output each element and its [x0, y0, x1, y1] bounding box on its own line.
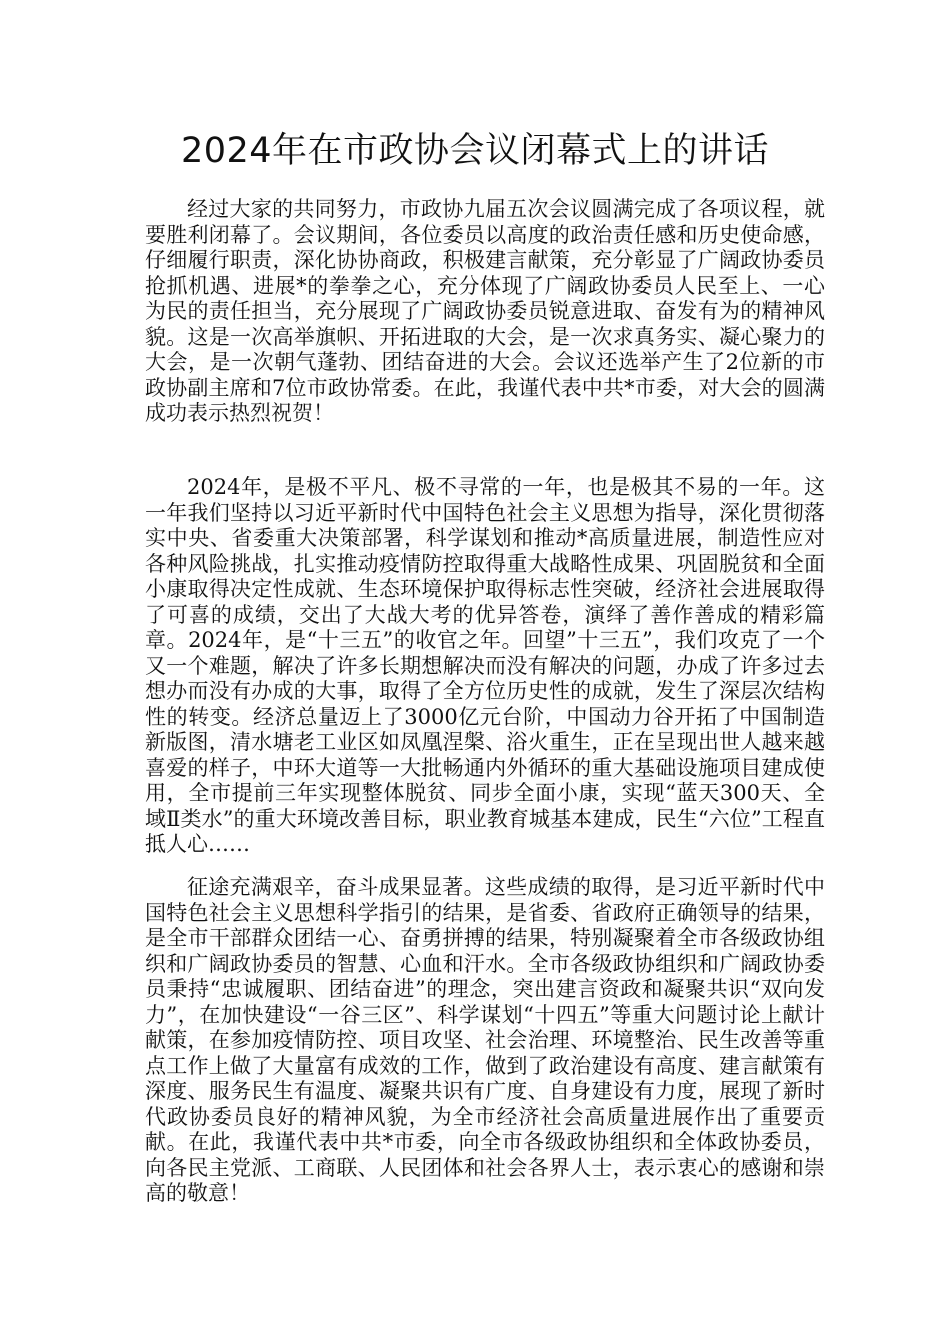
document-title: 2024年在市政协会议闭幕式上的讲话 [180, 131, 770, 171]
paragraph-2: 2024年，是极不平凡、极不寻常的一年，也是极其不易的一年。这一年我们坚持以习近平新时代中国特色社会主义思想为指导，深化贯彻落实中央、省委重大决策部署，科学谋划和推动*高质量进展，制造性应对各种风险挑战，扎实推动疫情防控取得重大战略性成果、巩固脱贫和全面小康取得决定性成就、生态环境保护取得标志性突破，经济社会进展取得了可喜的成绩，交出了大战大考的优异答卷，演绎了善作善成的精彩篇章。2024年，是“十三五”的收官之年。回望”十三五”，我们攻克了一个又一个难题，解决了许多长期想解决而没有解决的问题，办成了许多过去想办而没有办成的大事，取得了全方位历史性的成就，发生了深层次结构性的转变。经济总量迈上了3000亿元台阶，中国动力谷开拓了中国制造新版图，清水塘老工业区如凤凰涅槃、浴火重生，正在呈现出世人越来越喜爱的样子，中环大道等一大批畅通内外循环的重大基础设施项目建成使用，全市提前三年实现整体脱贫、同步全面小康，实现“蓝天300天、全域Ⅱ类水”的重大环境改善目标，职业教育城基本建成，民生“六位”工程直抵人心…… [145, 475, 825, 856]
paragraph-3: 征途充满艰辛，奋斗成果显著。这些成绩的取得，是习近平新时代中国特色社会主义思想科学指引的结果，是省委、省政府正确领导的结果，是全市干部群众团结一心、奋勇拼搏的结果，特别凝聚着全市各级政协组织和广阔政协委员的智慧、心血和汗水。全市各级政协组织和广阔政协委员秉持“忠诚履职、团结奋进”的理念，突出建言资政和凝聚共识“双向发力”，在加快建设“一谷三区”、科学谋划“十四五”等重大问题讨论上献计献策，在参加疫情防控、项目攻坚、社会治理、环境整治、民生改善等重点工作上做了大量富有成效的工作，做到了政治建设有高度、建言献策有深度、服务民生有温度、凝聚共识有广度、自身建设有力度，展现了新时代政协委员良好的精神风貌，为全市经济社会高质量进展作出了重要贡献。在此，我谨代表中共*市委，向全市各级政协组织和全体政协委员，向各民主党派、工商联、人民团体和社会各界人士，表示衷心的感谢和崇高的敬意！ [145, 875, 825, 1205]
paragraph-1: 经过大家的共同努力，市政协九届五次会议圆满完成了各项议程，就要胜利闭幕了。会议期间，各位委员以高度的政治责任感和历史使命感，仔细履行职责，深化协协商政，积极建言献策，充分彰显了广阔政协委员抢抓机遇、进展*的拳拳之心，充分体现了广阔政协委员人民至上、一心为民的责任担当，充分展现了广阔政协委员锐意进取、奋发有为的精神风貌。这是一次高举旗帜、开拓进取的大会，是一次求真务实、凝心聚力的大会，是一次朝气蓬勃、团结奋进的大会。会议还选举产生了2位新的市政协副主席和7位市政协常委。在此，我谨代表中共*市委，对大会的圆满成功表示热烈祝贺！ [145, 197, 825, 425]
